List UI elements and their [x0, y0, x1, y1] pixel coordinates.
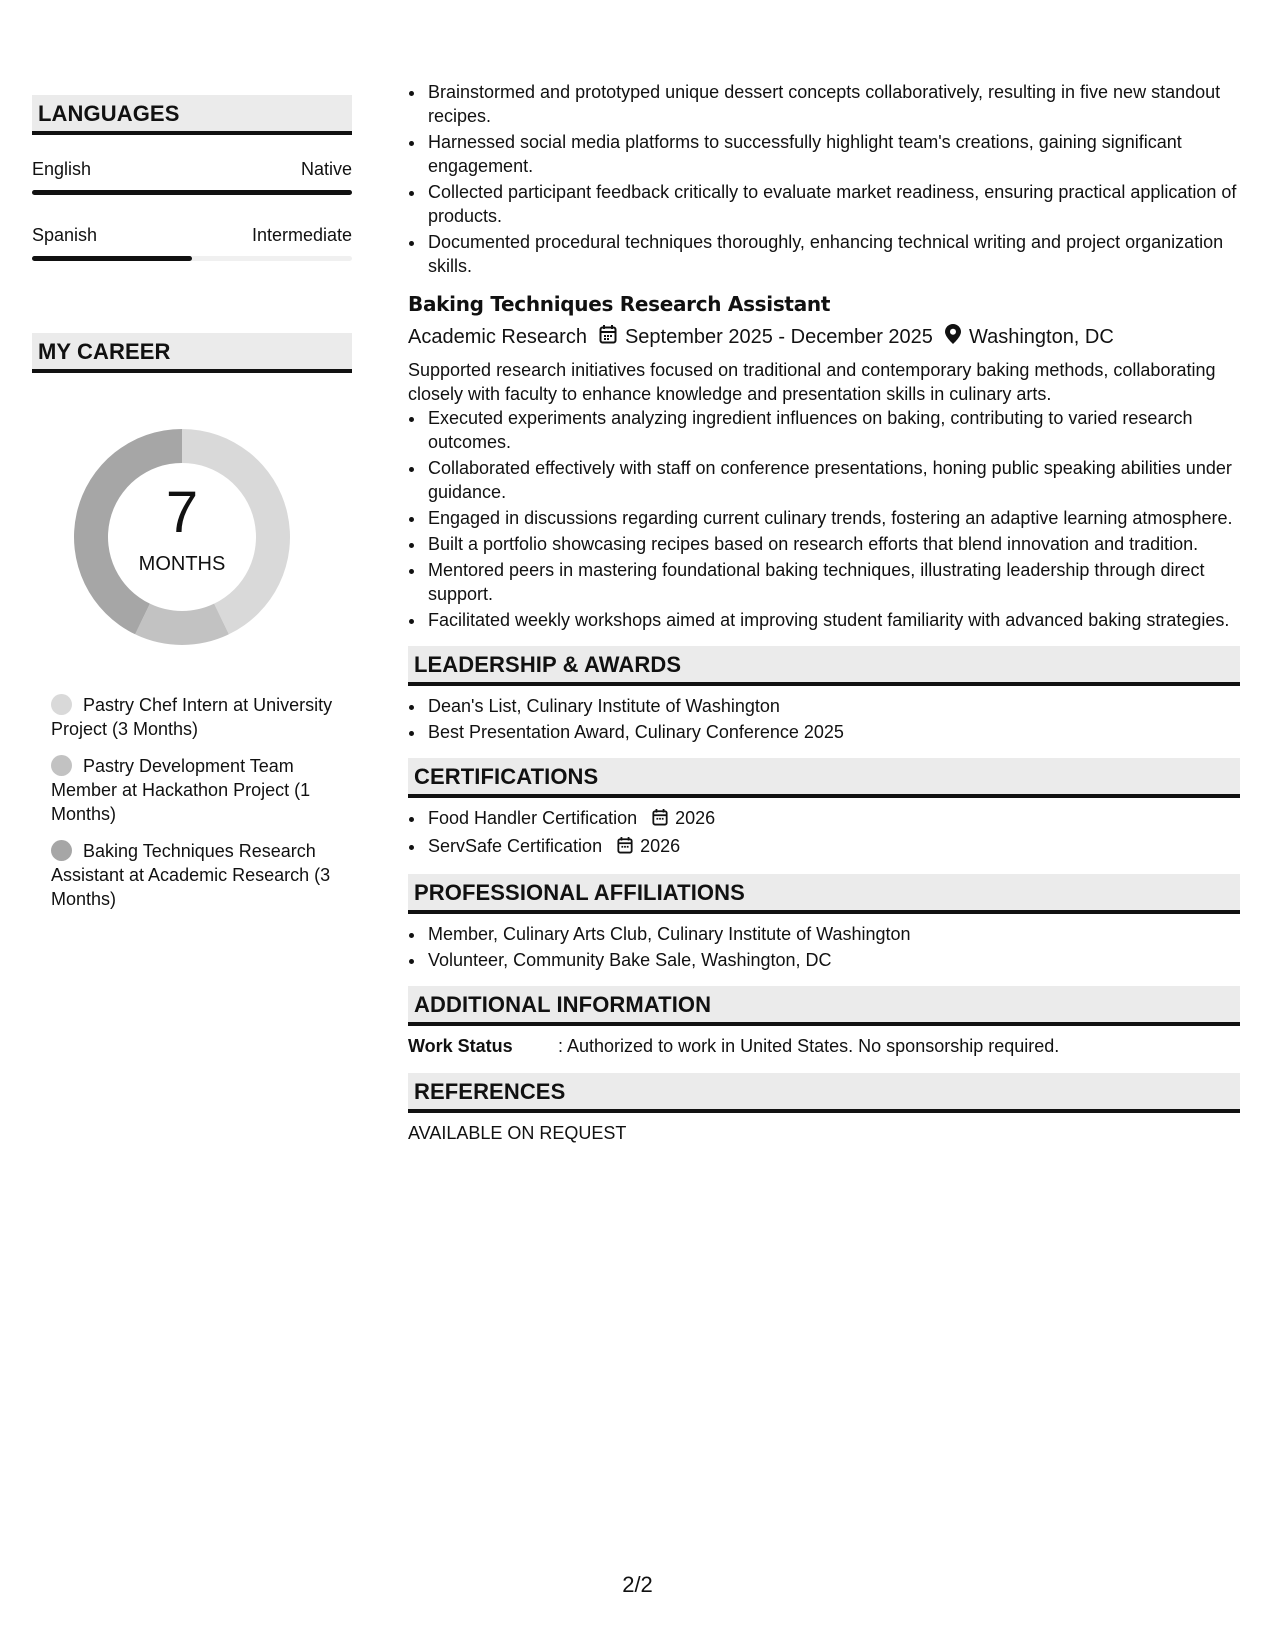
language-proficiency-fill [32, 256, 192, 261]
calendar-icon [652, 808, 668, 832]
list-item: • Collected participant feedback critically to evaluate market readiness, ensuring practical application of products. [426, 180, 1240, 228]
calendar-icon [617, 836, 633, 860]
list-item: • Executed experiments analyzing ingredient influences on baking, contributing to varied research outcomes. [426, 406, 1240, 454]
certifications-heading: CERTIFICATIONS [408, 758, 1240, 798]
certification-name: Food Handler Certification [428, 808, 638, 828]
language-proficiency-bar [32, 190, 352, 195]
work-status-key: Work Status [408, 1036, 513, 1056]
list-item: • Best Presentation Award, Culinary Conference 2025 [426, 720, 1240, 744]
references-text: AVAILABLE ON REQUEST [408, 1123, 627, 1143]
list-item: • Mentored peers in mastering foundational baking techniques, illustrating leadership through direct support. [426, 558, 1240, 606]
job-dates: September 2025 - December 2025 [624, 325, 933, 348]
certification-name: ServSafe Certification [428, 836, 603, 856]
career-total-unit: MONTHS [138, 553, 226, 575]
page-number: 2/2 [622, 1572, 653, 1597]
list-item [426, 806, 1240, 832]
list-item: • Brainstormed and prototyped unique dessert concepts collaboratively, resulting in five new standout recipes. [426, 80, 1240, 128]
leadership-list [408, 694, 1240, 744]
legend-dot [51, 694, 72, 715]
list-item: • Volunteer, Community Bake Sale, Washington, DC [426, 948, 1240, 972]
left-column [32, 95, 352, 924]
job-title: Baking Techniques Research Assistant [408, 292, 831, 316]
certification-year: 2026 [640, 836, 681, 856]
leadership-heading: LEADERSHIP & AWARDS [408, 646, 1240, 686]
legend-item [51, 754, 336, 826]
affiliations-list [408, 922, 1240, 972]
certification-year: 2026 [675, 808, 716, 828]
job-meta [408, 324, 1240, 350]
career-heading: MY CAREER [32, 333, 352, 373]
list-item: • Harnessed social media platforms to successfully highlight team's creations, gaining significant engagement. [426, 130, 1240, 178]
career-legend [51, 693, 336, 911]
legend-item [51, 693, 336, 741]
legend-label: Baking Techniques Research Assistant at Academic Research (3 Months) [51, 841, 331, 909]
legend-item [51, 839, 336, 911]
legend-label: Pastry Chef Intern at University Project (3 Months) [51, 695, 333, 739]
job-company: Academic Research [408, 325, 587, 348]
career-total-value: 7 [165, 480, 199, 545]
language-proficiency-fill [32, 190, 352, 195]
language-row [32, 225, 352, 246]
language-level: Intermediate [251, 225, 352, 245]
map-pin-icon [945, 324, 961, 350]
language-level: Native [300, 159, 352, 179]
legend-dot [51, 755, 72, 776]
additional-info-heading: ADDITIONAL INFORMATION [408, 986, 1240, 1026]
job-description: Supported research initiatives focused on traditional and contemporary baking methods, collaborating closely with faculty to enhance knowledge and presentation skills in culinary arts. [408, 360, 1216, 404]
job-bullets [408, 406, 1240, 632]
legend-dot [51, 840, 72, 861]
list-item: • Documented procedural techniques thoroughly, enhancing technical writing and project organization skills. [426, 230, 1240, 278]
list-item: • Dean's List, Culinary Institute of Washington [426, 694, 1240, 718]
language-name: English [32, 159, 92, 179]
calendar-icon [599, 324, 617, 350]
references-heading: REFERENCES [408, 1073, 1240, 1113]
legend-label: Pastry Development Team Member at Hackathon Project (1 Months) [51, 756, 311, 824]
list-item: • Engaged in discussions regarding current culinary trends, fostering an adaptive learning atmosphere. [426, 506, 1240, 530]
previous-job-bullets [408, 80, 1240, 278]
job-location: Washington, DC [968, 325, 1114, 348]
career-donut-chart [62, 417, 302, 657]
language-item-spanish [32, 225, 352, 261]
language-proficiency-bar [32, 256, 352, 261]
donut-segment-2 [135, 604, 229, 645]
list-item: • Member, Culinary Arts Club, Culinary Institute of Washington [426, 922, 1240, 946]
right-column [408, 80, 1240, 1144]
list-item: • Collaborated effectively with staff on conference presentations, honing public speaking abilities under guidance. [426, 456, 1240, 504]
certifications-list [408, 806, 1240, 860]
language-row [32, 159, 352, 180]
work-status-value: : Authorized to work in United States. No sponsorship required. [558, 1036, 1060, 1056]
affiliations-heading: PROFESSIONAL AFFILIATIONS [408, 874, 1240, 914]
language-item-english [32, 159, 352, 195]
work-status-row [408, 1036, 1240, 1057]
list-item [426, 834, 1240, 860]
language-name: Spanish [32, 225, 98, 245]
list-item: • Facilitated weekly workshops aimed at improving student familiarity with advanced baking strategies. [426, 608, 1240, 632]
languages-heading: LANGUAGES [32, 95, 352, 135]
list-item: • Built a portfolio showcasing recipes based on research efforts that blend innovation and tradition. [426, 532, 1240, 556]
